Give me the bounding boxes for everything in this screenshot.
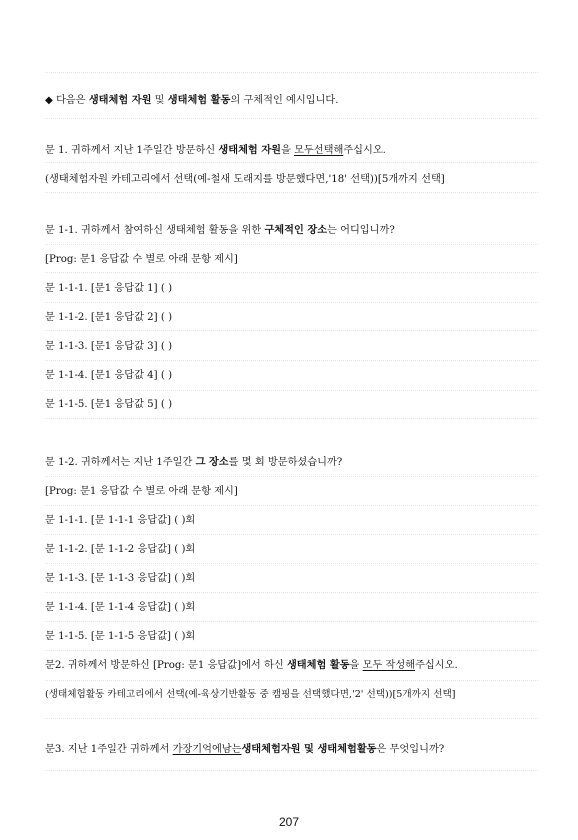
answer-item: 문 1-1-4. [문1 응답값 4] ( ) <box>45 370 173 381</box>
answer-item: 문 1-1-3. [문1 응답값 3] ( ) <box>45 341 173 352</box>
page-number: 207 <box>278 815 300 829</box>
answer-item: 문 1-1-2. [문 1-1-2 응답값] ( )회 <box>45 544 196 555</box>
diamond-bullet-icon: ◆ <box>45 95 53 106</box>
question-1-2 <box>45 456 538 469</box>
answer-item: 문 1-1-1. [문1 응답값 1] ( ) <box>45 283 173 294</box>
prog-instruction: [Prog: 문1 응답값 수 별로 아래 문항 제시] <box>45 486 238 497</box>
question-1 <box>45 144 538 157</box>
question-text: 문 1. 귀하께서 지난 1주일간 방문하신 <box>45 145 219 156</box>
ruled-line <box>45 563 538 564</box>
question-underline: 모두선택해 <box>294 145 344 156</box>
intro-text: 다음은 <box>52 95 89 106</box>
ruled-line <box>45 505 538 506</box>
intro-line <box>45 94 538 107</box>
question-text: 문 1-1. 귀하께서 참여하신 생태체험 활동을 위한 <box>45 225 265 236</box>
question-bold: 생태체험자원 및 생태체험활동 <box>241 743 377 755</box>
question-text: 은 무엇입니까? <box>376 744 445 755</box>
answer-item: 문 1-1-5. [문1 응답값 5] ( ) <box>45 399 173 410</box>
question-bold: 그 장소 <box>195 456 229 468</box>
ruled-line <box>45 244 538 245</box>
question-3 <box>45 743 538 756</box>
intro-text: 및 <box>151 95 168 106</box>
ruled-line <box>45 360 538 361</box>
question-2-note: (생태체험활동 카테고리에서 선택(예-육상기반활동 중 캠핑을 선택했다면,'2' 선택))[5개까지 선택] <box>45 689 456 700</box>
question-underline: 가장기억에남는 <box>172 744 242 755</box>
ruled-line <box>45 162 538 163</box>
question-text: 문2. 귀하께서 방문하신 [Prog: 문1 응답값]에서 하신 <box>45 660 287 671</box>
question-bold: 구체적인 장소 <box>264 224 328 236</box>
question-text: 문3. 지난 1주일간 귀하께서 <box>45 744 173 755</box>
ruled-line <box>45 272 538 273</box>
answer-item: 문 1-1-3. [문 1-1-3 응답값] ( )회 <box>45 573 196 584</box>
ruled-line <box>45 302 538 303</box>
ruled-line <box>45 118 538 119</box>
ruled-line <box>45 621 538 622</box>
ruled-line <box>45 718 538 719</box>
ruled-line <box>45 534 538 535</box>
prog-instruction: [Prog: 문1 응답값 수 별로 아래 문항 제시] <box>45 254 238 265</box>
answer-item: 문 1-1-1. [문 1-1-1 응답값] ( )회 <box>45 515 196 526</box>
question-text: 을 <box>349 660 363 671</box>
question-text: 주십시오. <box>343 145 386 156</box>
question-text: 를 몇 회 방문하셨습니까? <box>228 457 343 468</box>
ruled-line <box>45 592 538 593</box>
question-bold: 생태체험 자원 <box>218 144 281 156</box>
ruled-line <box>45 192 538 193</box>
ruled-line <box>45 476 538 477</box>
ruled-line <box>45 770 538 771</box>
answer-item: 문 1-1-5. [문 1-1-5 응답값] ( )회 <box>45 631 196 642</box>
question-bold: 생태체험 활동 <box>286 659 350 671</box>
ruled-line <box>45 650 538 651</box>
intro-bold-resource: 생태체험 자원 <box>88 94 152 106</box>
question-1-note: (생태체험자원 카테고리에서 선택(예-철새 도래지를 방문했다면,'18' 선택))[5개까지 선택] <box>45 174 445 185</box>
intro-bold-activity: 생태체험 활동 <box>167 94 231 106</box>
question-text: 문 1-2. 귀하께서는 지난 1주일간 <box>45 457 196 468</box>
ruled-line <box>45 680 538 681</box>
ruled-line <box>45 72 538 73</box>
intro-text: 의 구체적인 예시입니다. <box>230 95 339 106</box>
question-1-1 <box>45 224 538 237</box>
question-2 <box>45 659 538 672</box>
ruled-line <box>45 390 538 391</box>
question-underline: 모두 작성해 <box>362 660 416 671</box>
answer-item: 문 1-1-4. [문 1-1-4 응답값] ( )회 <box>45 602 196 613</box>
question-text: 을 <box>281 145 295 156</box>
question-text: 는 어디입니까? <box>327 225 395 236</box>
ruled-line <box>45 418 538 419</box>
answer-item: 문 1-1-2. [문1 응답값 2] ( ) <box>45 312 173 323</box>
ruled-line <box>45 330 538 331</box>
question-text: 주십시오. <box>415 660 458 671</box>
